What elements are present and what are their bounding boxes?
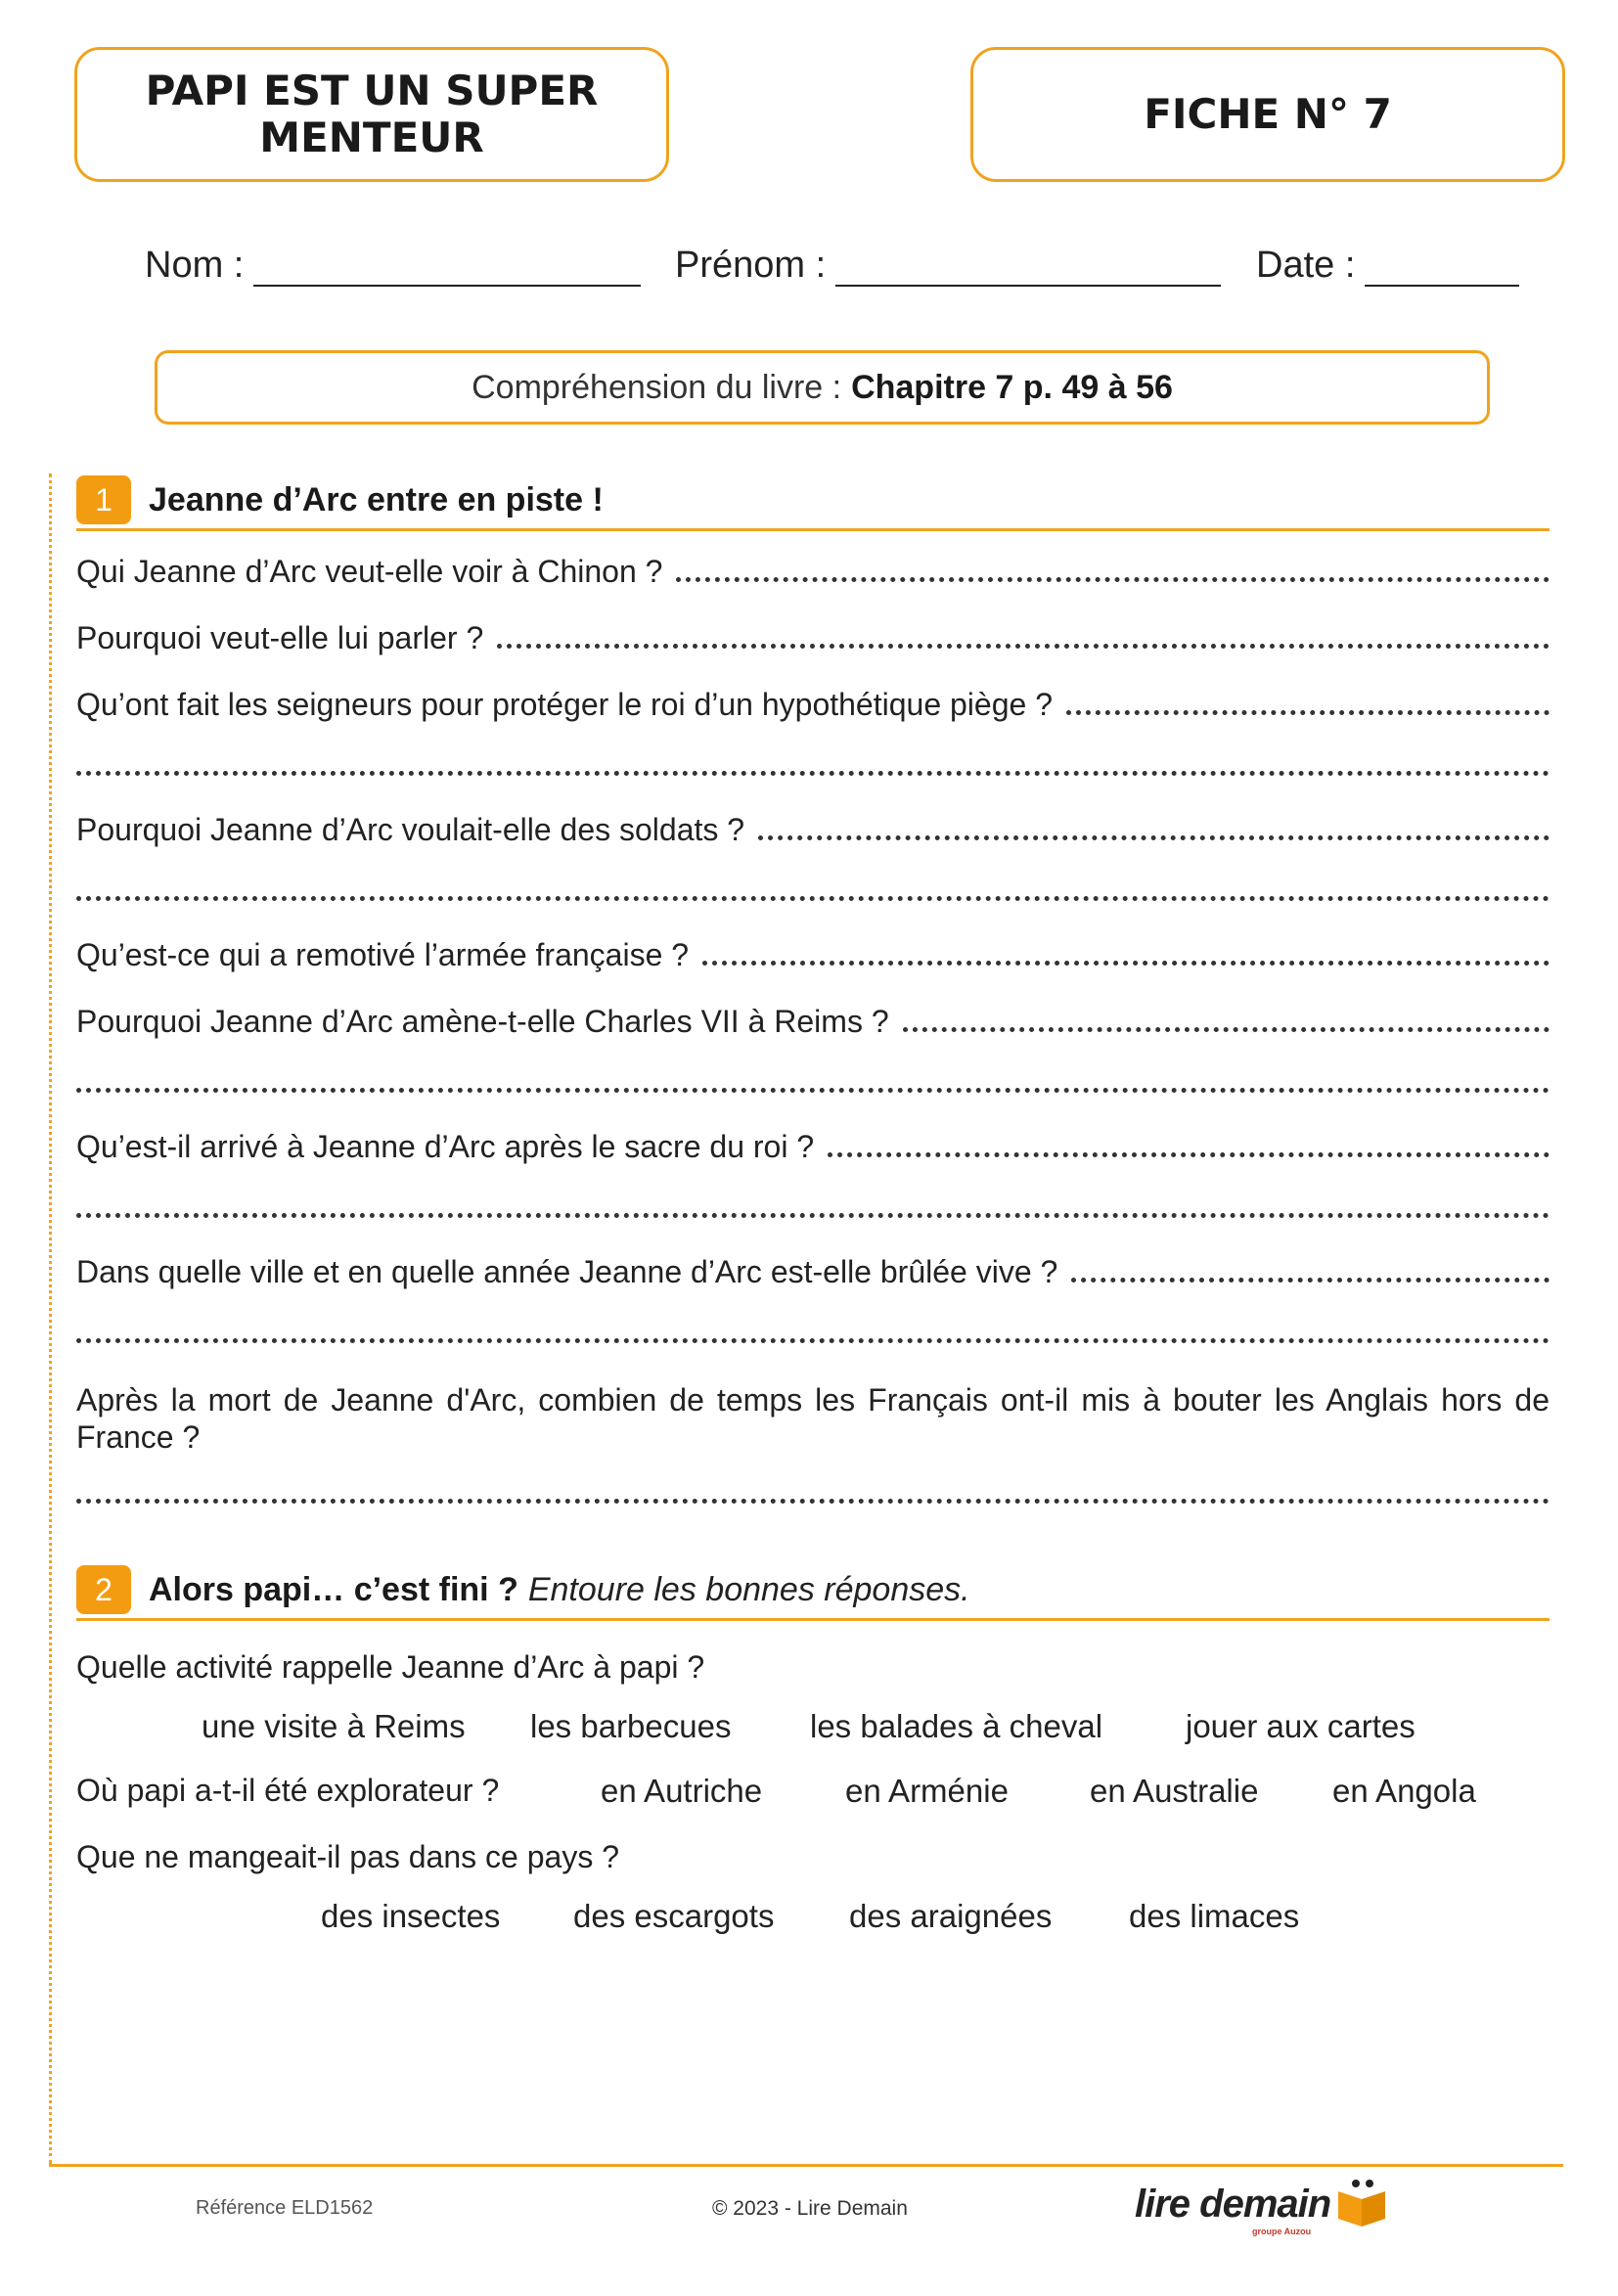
sheet-number: FICHE N° 7 bbox=[1144, 90, 1392, 138]
date-field[interactable] bbox=[1256, 245, 1519, 287]
section-2-instruction: Entoure les bonnes réponses. bbox=[527, 1570, 970, 1608]
section-1-header bbox=[76, 472, 1550, 531]
option-barbecues[interactable]: les barbecues bbox=[530, 1708, 732, 1744]
answer-line[interactable] bbox=[76, 1338, 1550, 1343]
answer-dots bbox=[702, 961, 1550, 966]
date-line bbox=[1365, 284, 1519, 287]
option-armenie[interactable]: en Arménie bbox=[845, 1773, 1009, 1809]
logo-text: lire demain bbox=[1135, 2182, 1331, 2226]
option-australie[interactable]: en Australie bbox=[1090, 1773, 1259, 1809]
question-5[interactable] bbox=[76, 937, 1550, 973]
answer-line[interactable] bbox=[76, 1088, 1550, 1093]
answer-dots bbox=[1066, 710, 1550, 715]
lire-demain-logo bbox=[1135, 2178, 1389, 2236]
book-title-line2: MENTEUR bbox=[259, 113, 484, 161]
mc-question-3 bbox=[76, 1839, 1550, 1875]
option-autriche[interactable]: en Autriche bbox=[601, 1773, 763, 1809]
question-4-text: Pourquoi Jeanne d’Arc voulait-elle des soldats ? bbox=[76, 812, 745, 847]
option-limaces[interactable]: des limaces bbox=[1129, 1898, 1300, 1934]
answer-dots bbox=[903, 1027, 1550, 1032]
mc-question-3-text: Que ne mangeait-il pas dans ce pays ? bbox=[76, 1839, 619, 1874]
question-3[interactable] bbox=[76, 687, 1550, 723]
question-1-text: Qui Jeanne d’Arc veut-elle voir à Chinon ? bbox=[76, 554, 663, 589]
option-insectes[interactable]: des insectes bbox=[321, 1898, 501, 1934]
question-8-text: Dans quelle ville et en quelle année Jeanne d’Arc est-elle brûlée vive ? bbox=[76, 1254, 1058, 1289]
footer-divider bbox=[49, 2164, 1563, 2167]
nom-field[interactable] bbox=[145, 245, 641, 287]
chapter-prefix: Compréhension du livre : bbox=[472, 368, 842, 406]
section-2-header bbox=[76, 1561, 1550, 1621]
section-2-title: Alors papi… c’est fini ? bbox=[149, 1570, 518, 1608]
answer-dots bbox=[497, 644, 1550, 649]
answer-dots bbox=[676, 577, 1550, 582]
section-2-number: 2 bbox=[76, 1565, 131, 1614]
question-3-text: Qu’ont fait les seigneurs pour protéger le roi d’un hypothétique piège ? bbox=[76, 687, 1053, 722]
mc-question-2-text: Où papi a-t-il été explorateur ? bbox=[76, 1773, 500, 1808]
answer-line[interactable] bbox=[76, 771, 1550, 776]
option-balades-cheval[interactable]: les balades à cheval bbox=[810, 1708, 1103, 1744]
book-title-line1: PAPI EST UN SUPER bbox=[145, 67, 599, 114]
answer-line[interactable] bbox=[76, 1499, 1550, 1504]
mc-question-1-text: Quelle activité rappelle Jeanne d’Arc à papi ? bbox=[76, 1649, 705, 1685]
answer-dots bbox=[1071, 1278, 1550, 1283]
prenom-line bbox=[835, 284, 1221, 287]
mc-question-1 bbox=[76, 1649, 1550, 1686]
question-7[interactable] bbox=[76, 1129, 1550, 1165]
section-1-title: Jeanne d’Arc entre en piste ! bbox=[149, 480, 604, 518]
footer-reference: Référence ELD1562 bbox=[196, 2197, 374, 2219]
question-6-text: Pourquoi Jeanne d’Arc amène-t-elle Charles VII à Reims ? bbox=[76, 1004, 889, 1039]
question-4[interactable] bbox=[76, 812, 1550, 848]
question-8[interactable] bbox=[76, 1254, 1550, 1290]
logo-subtitle: groupe Auzou bbox=[1252, 2227, 1312, 2236]
footer-copyright: © 2023 - Lire Demain bbox=[712, 2197, 908, 2220]
sheet-number-box bbox=[970, 47, 1565, 182]
answer-dots bbox=[828, 1152, 1550, 1157]
date-label: Date : bbox=[1256, 245, 1356, 286]
answer-line[interactable] bbox=[76, 896, 1550, 901]
question-5-text: Qu’est-ce qui a remotivé l’armée française ? bbox=[76, 937, 690, 972]
question-9-text: Après la mort de Jeanne d'Arc, combien de temps les Français ont-il mis à bouter les Anglais hors de France ? bbox=[76, 1382, 1550, 1455]
option-angola[interactable]: en Angola bbox=[1332, 1773, 1476, 1809]
prenom-label: Prénom : bbox=[675, 245, 827, 286]
chapter-range: Chapitre 7 p. 49 à 56 bbox=[851, 368, 1173, 406]
margin-dotted-line bbox=[49, 473, 52, 2164]
chapter-box bbox=[155, 350, 1490, 425]
option-visite-reims[interactable]: une visite à Reims bbox=[202, 1708, 466, 1744]
question-2-text: Pourquoi veut-elle lui parler ? bbox=[76, 620, 484, 655]
question-1[interactable] bbox=[76, 554, 1550, 590]
nom-label: Nom : bbox=[145, 245, 245, 286]
option-araignees[interactable]: des araignées bbox=[849, 1898, 1053, 1934]
question-2[interactable] bbox=[76, 620, 1550, 656]
question-7-text: Qu’est-il arrivé à Jeanne d’Arc après le sacre du roi ? bbox=[76, 1129, 815, 1164]
answer-dots bbox=[758, 835, 1550, 840]
prenom-field[interactable] bbox=[675, 245, 1221, 287]
answer-line[interactable] bbox=[76, 1213, 1550, 1218]
question-6[interactable] bbox=[76, 1004, 1550, 1040]
section-1-number: 1 bbox=[76, 475, 131, 524]
option-jouer-cartes[interactable]: jouer aux cartes bbox=[1186, 1708, 1416, 1744]
title-box bbox=[74, 47, 669, 182]
option-escargots[interactable]: des escargots bbox=[573, 1898, 775, 1934]
book-icon bbox=[1334, 2178, 1389, 2230]
mc-question-2 bbox=[76, 1773, 1550, 1809]
nom-line bbox=[253, 284, 641, 287]
